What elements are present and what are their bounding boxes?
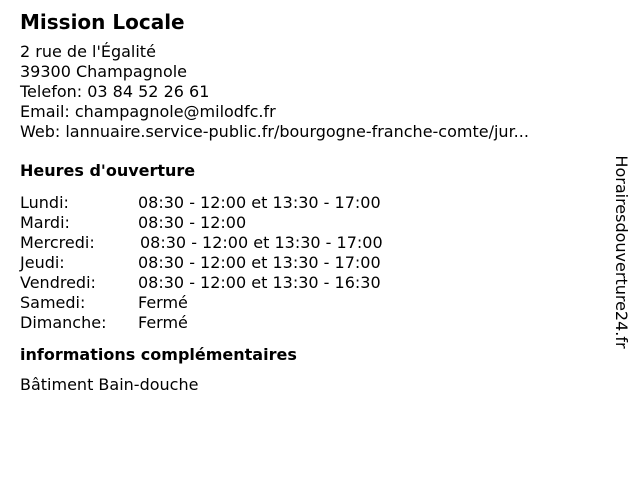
time-value: 08:30 - 12:00 et 13:30 - 17:00 — [140, 233, 383, 252]
hours-table — [20, 193, 600, 333]
time-value: 08:30 - 12:00 et 13:30 - 17:00 — [138, 253, 381, 272]
day-label: Samedi: — [20, 293, 86, 312]
web-line: Web: lannuaire.service-public.fr/bourgogne-franche-comte/jur... — [20, 122, 529, 141]
hours-row-lundi — [20, 193, 600, 213]
page-title: Mission Locale — [20, 10, 185, 34]
hours-row-dimanche — [20, 313, 600, 333]
hours-row-jeudi — [20, 253, 600, 273]
business-card — [20, 10, 600, 395]
day-label: Vendredi: — [20, 273, 96, 292]
time-value: Fermé — [138, 313, 188, 332]
day-label: Jeudi: — [20, 253, 65, 272]
info-text: Bâtiment Bain-douche — [20, 375, 199, 394]
hours-heading: Heures d'ouverture — [20, 161, 196, 180]
day-label: Mardi: — [20, 213, 70, 232]
time-value: 08:30 - 12:00 et 13:30 - 16:30 — [138, 273, 381, 292]
hours-row-samedi — [20, 293, 600, 313]
hours-row-mardi — [20, 213, 600, 233]
time-value: 08:30 - 12:00 — [138, 213, 247, 232]
address-block — [20, 42, 600, 142]
site-watermark: Horairesdouverture24.fr — [612, 155, 631, 349]
hours-row-vendredi — [20, 273, 600, 293]
time-value: 08:30 - 12:00 et 13:30 - 17:00 — [138, 193, 381, 212]
day-label: Mercredi: — [20, 233, 95, 252]
phone-line: Telefon: 03 84 52 26 61 — [20, 82, 210, 101]
info-heading: informations complémentaires — [20, 345, 297, 364]
time-value: Fermé — [138, 293, 188, 312]
day-label: Lundi: — [20, 193, 69, 212]
city-line: 39300 Champagnole — [20, 62, 188, 81]
hours-row-mercredi — [20, 233, 600, 253]
street-address: 2 rue de l'Égalité — [20, 42, 156, 61]
day-label: Dimanche: — [20, 313, 107, 332]
email-line: Email: champagnole@milodfc.fr — [20, 102, 276, 121]
